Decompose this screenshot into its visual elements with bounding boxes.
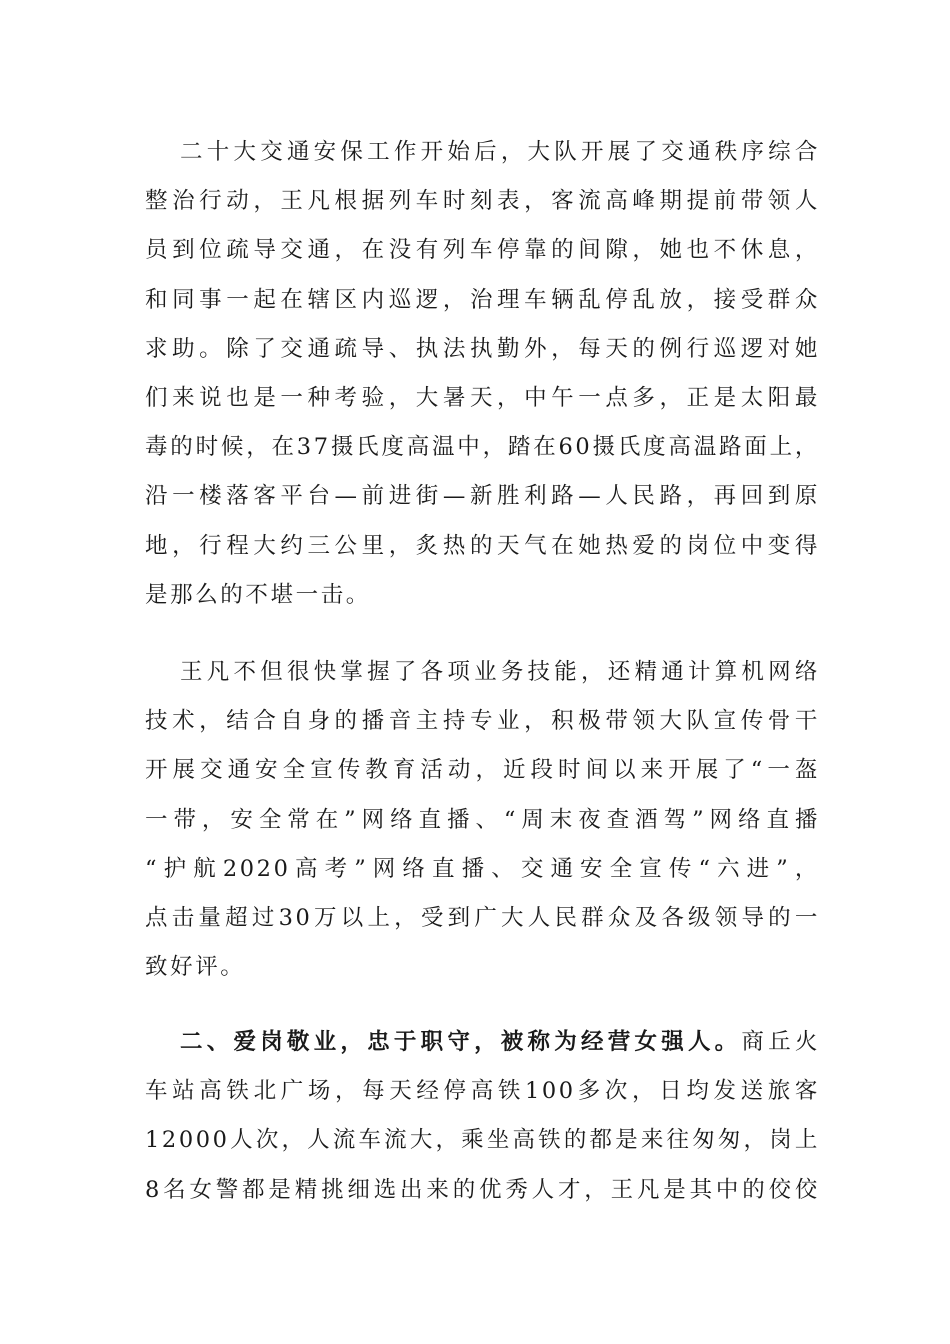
- paragraph-line: 王凡不但很快掌握了各项业务技能，还精通计算机网络: [180, 659, 820, 685]
- heading-continuation: 商丘火: [741, 1029, 820, 1055]
- paragraph-line: 点击量超过30万以上，受到广大人民群众及各级领导的一: [145, 904, 820, 931]
- paragraph-line: 开展交通安全宣传教育活动，近段时间以来开展了“一盔: [145, 757, 820, 784]
- paragraph-traffic-security: [145, 128, 820, 620]
- paragraph-line: 一带，安全常在”网络直播、“周末夜查酒驾”网络直播: [145, 806, 820, 833]
- paragraph-line: 整治行动，王凡根据列车时刻表，客流高峰期提前带领人: [145, 188, 820, 215]
- paragraph-line: 求助。除了交通疏导、执法执勤外，每天的例行巡逻对她: [145, 335, 820, 362]
- paragraph-line: 毒的时候，在37摄氏度高温中，踏在60摄氏度高温路面上，: [145, 434, 820, 461]
- paragraph-line: 12000人次，人流车流大，乘坐高铁的都是来往匆匆，岗上: [145, 1127, 820, 1154]
- paragraph-line: 车站高铁北广场，每天经停高铁100多次，日均发送旅客: [145, 1078, 820, 1105]
- paragraph-line: 和同事一起在辖区内巡逻，治理车辆乱停乱放，接受群众: [145, 286, 820, 313]
- paragraph-line: 是那么的不堪一击。: [145, 581, 371, 608]
- paragraph-line: 地，行程大约三公里，炙热的天气在她热爱的岗位中变得: [145, 532, 820, 559]
- paragraph-publicity: [145, 648, 820, 992]
- paragraph-line: 沿一楼落客平台—前进街—新胜利路—人民路，再回到原: [145, 483, 820, 510]
- section-heading: 二、爱岗敬业，忠于职守，被称为经营女强人。: [180, 1029, 742, 1055]
- paragraph-line: 二十大交通安保工作开始后，大队开展了交通秩序综合: [180, 139, 820, 165]
- paragraph-line: “护航2020高考”网络直播、交通安全宣传“六进”，: [145, 855, 820, 882]
- paragraph-line: 员到位疏导交通，在没有列车停靠的间隙，她也不休息，: [145, 237, 820, 264]
- paragraph-line: 技术，结合自身的播音主持专业，积极带领大队宣传骨干: [145, 708, 820, 735]
- paragraph-section-two: [145, 1018, 820, 1215]
- paragraph-line: 致好评。: [145, 954, 246, 981]
- paragraph-line: 8名女警都是精挑细选出来的优秀人才，王凡是其中的佼佼: [145, 1176, 820, 1203]
- paragraph-line: 们来说也是一种考验，大暑天，中午一点多，正是太阳最: [145, 384, 820, 411]
- paragraph-line: [145, 1018, 820, 1067]
